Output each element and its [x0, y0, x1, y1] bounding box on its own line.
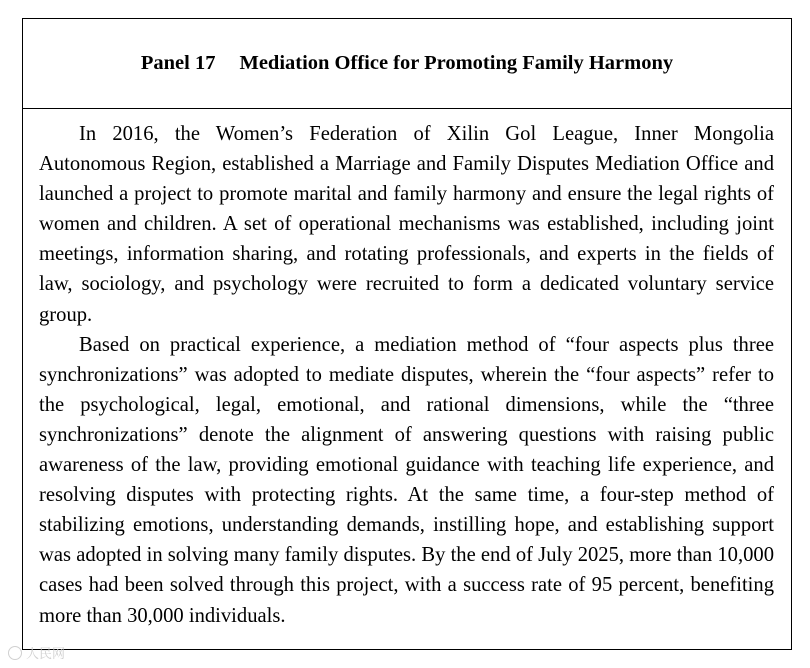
- watermark-text: 人民网: [26, 646, 66, 661]
- panel-header: [23, 19, 791, 109]
- panel-title: [141, 52, 673, 75]
- watermark: [8, 643, 65, 662]
- paragraph-2: Based on practical experience, a mediation method of “four aspects plus three synchronizations” was adopted to mediate disputes, wherein the “four aspects” refer to the psychological, legal, emotional, and rational dimensions, while the “three synchronizations” denote the alignment of answering questions with raising public awareness of the law, providing emotional guidance with teaching life experience, and resolving disputes with protecting rights. At the same time, a four-step method of stabilizing emotions, understanding demands, instilling hope, and establishing support was adopted in solving many family disputes. By the end of July 2025, more than 10,000 cases had been solved through this project, with a success rate of 95 percent, benefiting more than 30,000 individuals.: [39, 333, 774, 627]
- panel-body: [23, 109, 791, 631]
- panel-title-text: Mediation Office for Promoting Family Harmony: [239, 52, 674, 74]
- panel-number: Panel 17: [140, 52, 216, 74]
- paragraph-1: In 2016, the Women’s Federation of Xilin Gol League, Inner Mongolia Autonomous Region, established a Marriage and Family Disputes Mediation Office and launched a project to promote marital and family harmony and ensure the legal rights of women and children. A set of operational mechanisms was established, including joint meetings, information sharing, and rotating professionals, and experts in the fields of law, sociology, and psychology were recruited to form a dedicated voluntary service group.: [39, 123, 774, 326]
- watermark-logo-icon: [8, 646, 22, 660]
- text-panel: [22, 18, 792, 650]
